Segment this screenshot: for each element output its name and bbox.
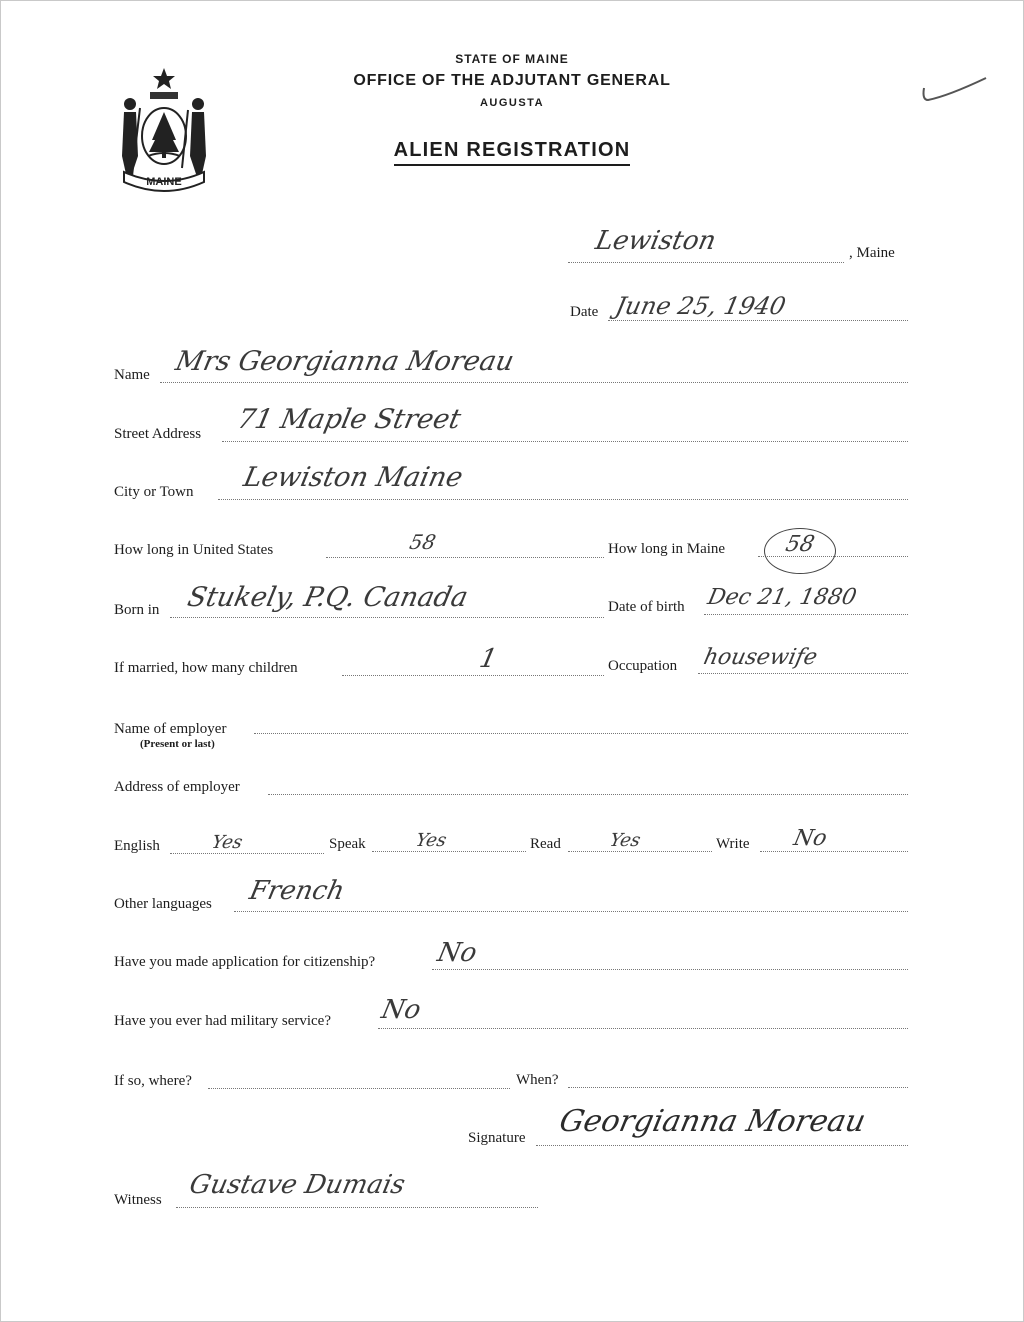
write-label: Write bbox=[716, 836, 750, 852]
read-line bbox=[568, 851, 712, 852]
name-line bbox=[160, 382, 908, 383]
english-label: English bbox=[114, 838, 160, 854]
write-line bbox=[760, 851, 908, 852]
street-entry: 71 Maple Street bbox=[234, 404, 464, 435]
write-entry: No bbox=[791, 826, 830, 851]
military-label: Have you ever had military service? bbox=[114, 1013, 331, 1029]
born-in-label: Born in bbox=[114, 602, 160, 618]
read-label: Read bbox=[530, 836, 561, 852]
witness-line bbox=[176, 1207, 538, 1208]
citizenship-label: Have you made application for citizenship? bbox=[114, 954, 376, 970]
signature-label: Signature bbox=[468, 1130, 526, 1146]
witness-entry: Gustave Dumais bbox=[186, 1170, 408, 1200]
form-title: ALIEN REGISTRATION bbox=[394, 139, 631, 166]
other-languages-label: Other languages bbox=[114, 896, 212, 912]
street-label: Street Address bbox=[114, 426, 202, 442]
speak-line bbox=[372, 851, 526, 852]
speak-label: Speak bbox=[329, 836, 366, 852]
military-entry: No bbox=[378, 995, 424, 1025]
dob-line bbox=[704, 614, 908, 615]
citizenship-line bbox=[432, 969, 908, 970]
employer-sublabel: (Present or last) bbox=[140, 738, 215, 750]
signature-line bbox=[536, 1145, 908, 1146]
how-long-maine-label: How long in Maine bbox=[608, 541, 726, 557]
where-line bbox=[208, 1088, 510, 1089]
how-long-maine-entry: 58 bbox=[783, 532, 817, 557]
checkmark-icon bbox=[918, 74, 990, 108]
town-entry: Lewiston bbox=[592, 226, 719, 256]
dob-entry: Dec 21, 1880 bbox=[705, 585, 859, 610]
other-languages-line bbox=[234, 911, 908, 912]
name-label: Name bbox=[114, 367, 150, 383]
city-entry: Lewiston Maine bbox=[240, 462, 466, 493]
read-entry: Yes bbox=[607, 830, 643, 851]
city-line bbox=[218, 499, 908, 500]
english-line bbox=[170, 853, 324, 854]
employer-address-line bbox=[268, 794, 908, 795]
born-in-line bbox=[170, 617, 604, 618]
other-languages-entry: French bbox=[246, 876, 348, 906]
street-line bbox=[222, 441, 908, 442]
military-line bbox=[378, 1028, 908, 1029]
office-heading: OFFICE OF THE ADJUTANT GENERAL bbox=[353, 72, 671, 89]
city-label: City or Town bbox=[114, 484, 194, 500]
occupation-label: Occupation bbox=[608, 658, 678, 674]
occupation-line bbox=[698, 673, 908, 674]
city-heading: AUGUSTA bbox=[479, 97, 545, 109]
town-line bbox=[568, 262, 844, 263]
signature-entry: Georgianna Moreau bbox=[556, 1104, 869, 1139]
when-line bbox=[568, 1087, 908, 1088]
employer-label: Name of employer bbox=[114, 721, 227, 737]
date-label: Date bbox=[570, 304, 599, 320]
date-entry: June 25, 1940 bbox=[613, 292, 789, 320]
occupation-entry: housewife bbox=[701, 645, 820, 670]
how-long-us-entry: 58 bbox=[407, 530, 439, 554]
employer-address-label: Address of employer bbox=[114, 779, 240, 795]
speak-entry: Yes bbox=[413, 830, 449, 851]
seal-banner-text: MAINE bbox=[146, 176, 182, 188]
where-label: If so, where? bbox=[114, 1073, 192, 1089]
how-long-us-label: How long in United States bbox=[114, 542, 274, 558]
children-label: If married, how many children bbox=[114, 660, 298, 676]
maine-state-seal-icon bbox=[112, 64, 216, 194]
date-line bbox=[608, 320, 908, 321]
state-heading: STATE OF MAINE bbox=[455, 52, 569, 66]
children-entry: 1 bbox=[476, 644, 500, 674]
english-entry: Yes bbox=[209, 832, 245, 853]
witness-label: Witness bbox=[114, 1192, 162, 1208]
name-entry: Mrs Georgianna Moreau bbox=[172, 346, 517, 377]
dob-label: Date of birth bbox=[608, 599, 685, 615]
citizenship-entry: No bbox=[434, 938, 480, 968]
children-line bbox=[342, 675, 604, 676]
when-label: When? bbox=[516, 1072, 559, 1088]
how-long-us-line bbox=[326, 557, 604, 558]
born-in-entry: Stukely, P.Q. Canada bbox=[184, 582, 471, 613]
employer-line bbox=[254, 733, 908, 734]
town-suffix: , Maine bbox=[849, 245, 895, 261]
